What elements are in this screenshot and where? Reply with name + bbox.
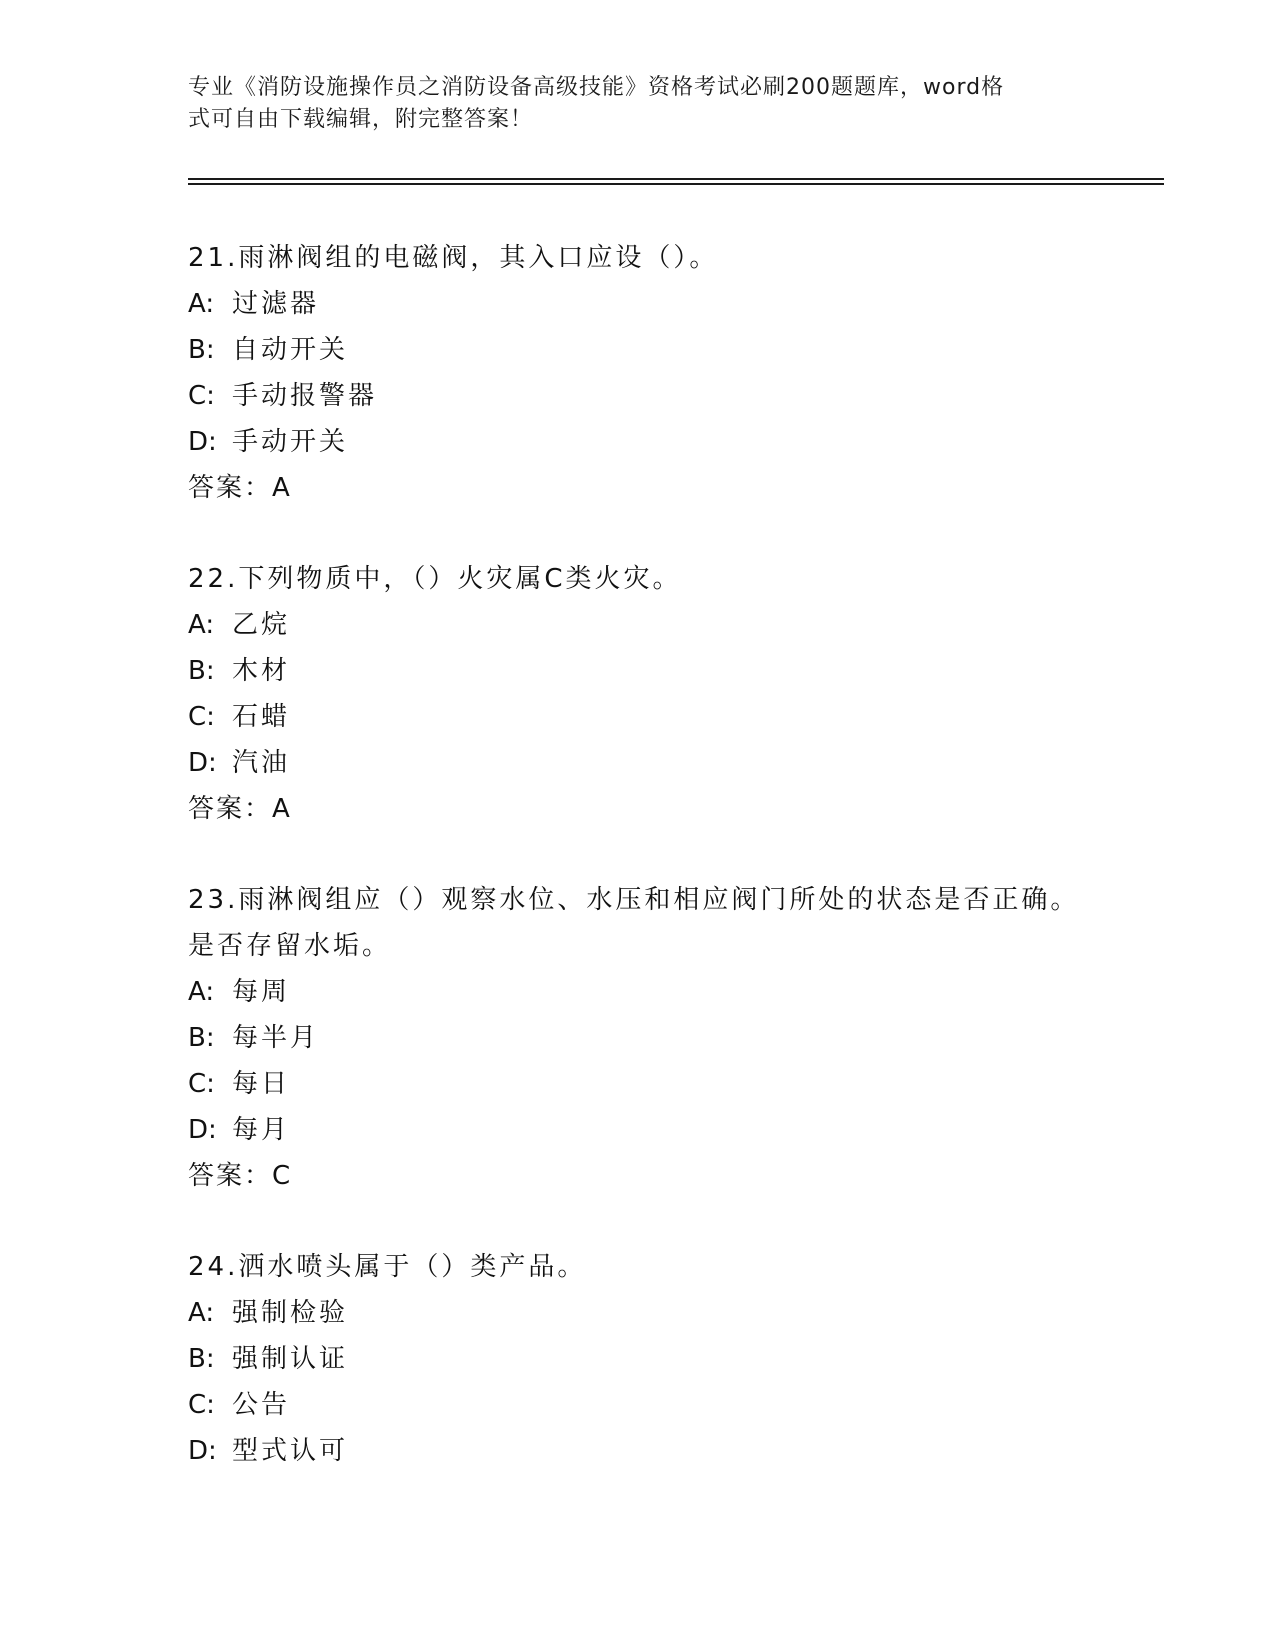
option-b (188, 327, 1108, 373)
option-a (188, 281, 1108, 327)
option-letter: C: (188, 1069, 215, 1099)
option-text: 每月 (232, 1115, 291, 1145)
question-stem: 24.洒水喷头属于（）类产品。 (188, 1252, 587, 1282)
option-d (188, 740, 1108, 786)
option-text: 强制检验 (232, 1298, 349, 1328)
answer-value: C (272, 1161, 291, 1191)
option-letter: D: (188, 748, 217, 778)
option-text: 每半月 (232, 1023, 320, 1053)
answer-label: 答案： (188, 1161, 273, 1191)
option-letter: A: (188, 289, 215, 319)
option-text: 每周 (232, 977, 291, 1007)
answer-line (188, 465, 1108, 511)
option-text: 石蜡 (232, 702, 291, 732)
option-b (188, 1336, 1108, 1382)
header-rule-top (188, 178, 1164, 180)
option-letter: B: (188, 1344, 215, 1374)
option-text: 过滤器 (232, 289, 320, 319)
answer-line (188, 786, 1108, 832)
option-b (188, 1015, 1108, 1061)
question-stem: 21.雨淋阀组的电磁阀，其入口应设（）。 (188, 243, 719, 273)
option-text: 每日 (232, 1069, 291, 1099)
question-21 (188, 235, 1108, 511)
option-a (188, 602, 1108, 648)
option-text: 强制认证 (232, 1344, 349, 1374)
answer-value: A (272, 473, 290, 503)
option-text: 型式认可 (232, 1436, 349, 1466)
option-letter: B: (188, 335, 215, 365)
option-letter: C: (188, 381, 215, 411)
header-rule-bottom (188, 183, 1164, 185)
question-24 (188, 1244, 1108, 1474)
option-text: 乙烷 (232, 610, 291, 640)
option-letter: A: (188, 1298, 215, 1328)
option-a (188, 1290, 1108, 1336)
option-letter: C: (188, 1390, 215, 1420)
option-text: 手动开关 (232, 427, 349, 457)
document-header (188, 72, 1068, 136)
question-stem: 22.下列物质中，（）火灾属C类火灾。 (188, 564, 682, 594)
option-letter: B: (188, 1023, 215, 1053)
option-b (188, 648, 1108, 694)
answer-line (188, 1153, 1108, 1199)
question-22 (188, 556, 1108, 832)
header-line-1: 专业《消防设施操作员之消防设备高级技能》资格考试必刷200题题库，word格 (188, 75, 1005, 100)
option-c (188, 373, 1108, 419)
option-d (188, 1428, 1108, 1474)
option-text: 公告 (232, 1390, 291, 1420)
option-text: 自动开关 (232, 335, 349, 365)
option-c (188, 1382, 1108, 1428)
answer-label: 答案： (188, 794, 273, 824)
option-a (188, 969, 1108, 1015)
answer-value: A (272, 794, 290, 824)
option-letter: B: (188, 656, 215, 686)
header-line-2: 式可自由下载编辑，附完整答案！ (188, 107, 534, 132)
option-c (188, 1061, 1108, 1107)
option-letter: D: (188, 1436, 217, 1466)
option-letter: A: (188, 977, 215, 1007)
question-stem-line-2: 是否存留水垢。 (188, 931, 392, 961)
question-23 (188, 877, 1108, 1199)
option-text: 汽油 (232, 748, 291, 778)
question-stem-line-1: 23.雨淋阀组应（）观察水位、水压和相应阀门所处的状态是否正确。 (188, 885, 1080, 915)
option-letter: D: (188, 1115, 217, 1145)
option-c (188, 694, 1108, 740)
answer-label: 答案： (188, 473, 273, 503)
option-letter: D: (188, 427, 217, 457)
option-d (188, 1107, 1108, 1153)
option-text: 手动报警器 (232, 381, 378, 411)
option-letter: A: (188, 610, 215, 640)
option-text: 木材 (232, 656, 291, 686)
option-letter: C: (188, 702, 215, 732)
option-d (188, 419, 1108, 465)
